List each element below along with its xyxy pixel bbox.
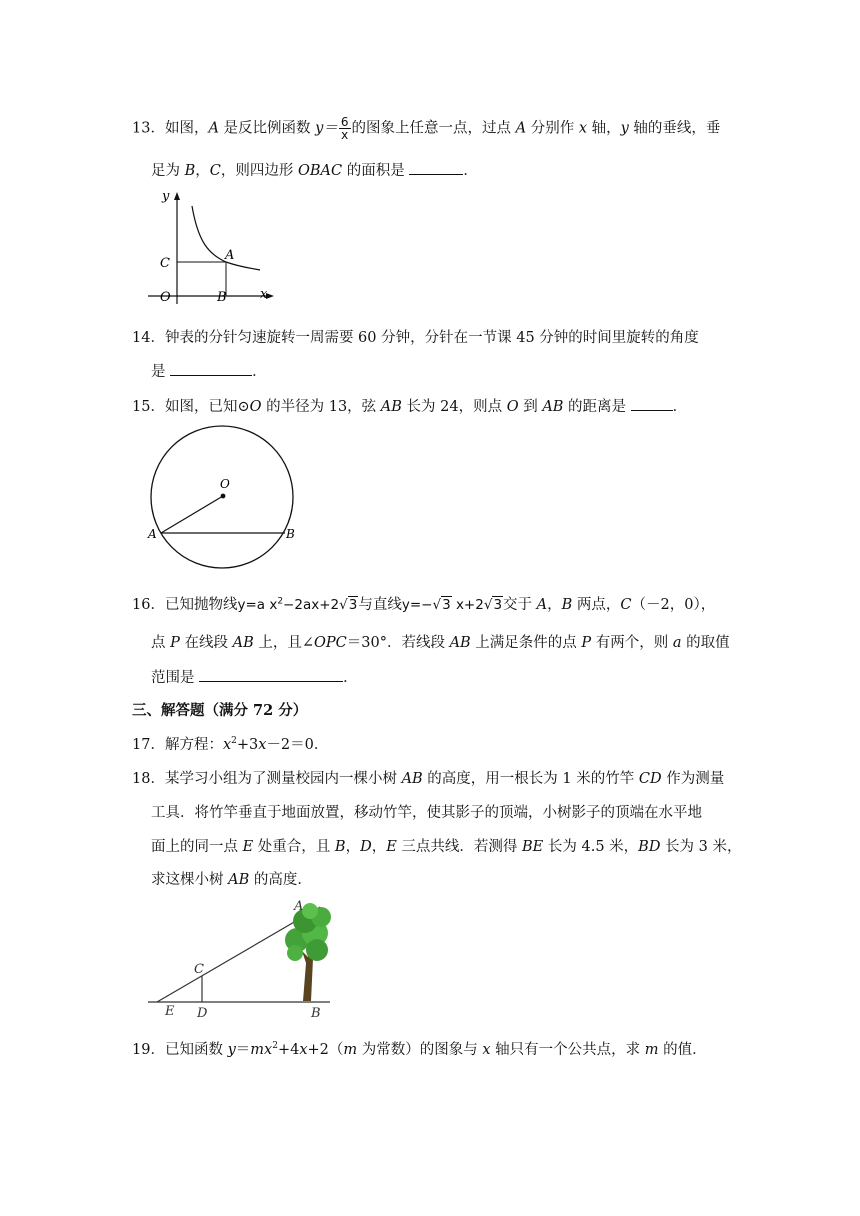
label-D: D [197,1006,208,1020]
q13-line1: 13．如图，A 是反比例函数 y＝ $\frac{6}{x}$ 的图象上任意一点，过点 A 分别作 x 轴，y 轴的垂线，垂 [132,115,721,142]
q18-line4: 求这棵小树 AB 的高度． [151,872,312,888]
label-E: E [165,1004,175,1019]
q14-line2: 是 ． [151,364,267,380]
q13-hyperbola-figure [140,186,280,306]
q19: 19．已知函数 $y=mx^2+4x+2(m$ 为常数）的图象与 x 轴只有一个公共点，求 m 的值． [132,1041,707,1058]
answer-blank[interactable] [409,173,463,175]
q18-line1: 18．某学习小组为了测量校园内一棵小树 AB 的高度，用一根长为 1 米的竹竿 CD 作为测量 [132,771,725,787]
q15-line1: 15．如图，已知⊙O 的半径为 13，弦 AB 长为 24，则点 O 到 AB 的距离是 ． [132,399,688,415]
q18-tree-figure [145,895,335,1020]
label-B: B [311,1006,321,1020]
q17: 17．解方程：$x^2+3x-2=0$． [132,736,329,753]
q16-line2: 点 P 在线段 AB 上，且∠OPC＝30°．若线段 AB 上满足条件的点 P 有两个，则 a 的取值 [151,635,730,651]
q13-line2: 足为 B，C，则四边形 OBAC 的面积是 ． [151,163,478,179]
q16-line3: 范围是 ． [151,670,358,686]
label-O: O [160,290,171,305]
label-B: B [217,290,227,305]
label-A: A [294,899,304,914]
tree-icon [285,903,331,961]
answer-blank[interactable] [199,680,343,682]
label-C: C [160,256,170,271]
q16-line1: 16．已知抛物线y=a $x^2-2ax+2√3$与直线y=−√3 x+2√3交于 A，B 两点，C（－2，0）， [132,596,716,613]
label-O: O [220,477,230,491]
answer-blank[interactable] [631,409,673,411]
label-x: x [260,287,268,302]
q18-line2: 工具．将竹竿垂直于地面放置，移动竹竿，使其影子的顶端，小树影子的顶端在水平地 [151,805,702,821]
q18-line3: 面上的同一点 E 处重合，且 B，D，E 三点共线．若测得 BE 长为 4.5 米，BD 长为 3 米， [151,839,742,855]
label-B: B [286,527,295,541]
label-C: C [194,962,204,977]
fraction-6-over-x: $\frac{6}{x}$ [340,115,349,142]
parabola-equation: y=a $x^2-2ax+2√3$ [237,596,358,613]
label-y: y [162,189,170,204]
answer-blank[interactable] [170,374,252,376]
q15-circle-figure [140,424,310,574]
line-equation: y=−√3 x+2√3 [401,597,503,613]
label-A: A [225,248,235,263]
label-A: A [148,527,157,541]
q14-line1: 14．钟表的分针匀速旋转一周需要 60 分钟，分针在一节课 45 分钟的时间里旋转的角度 [132,330,699,346]
section-heading: 三、解答题（满分 72 分） [132,702,308,719]
